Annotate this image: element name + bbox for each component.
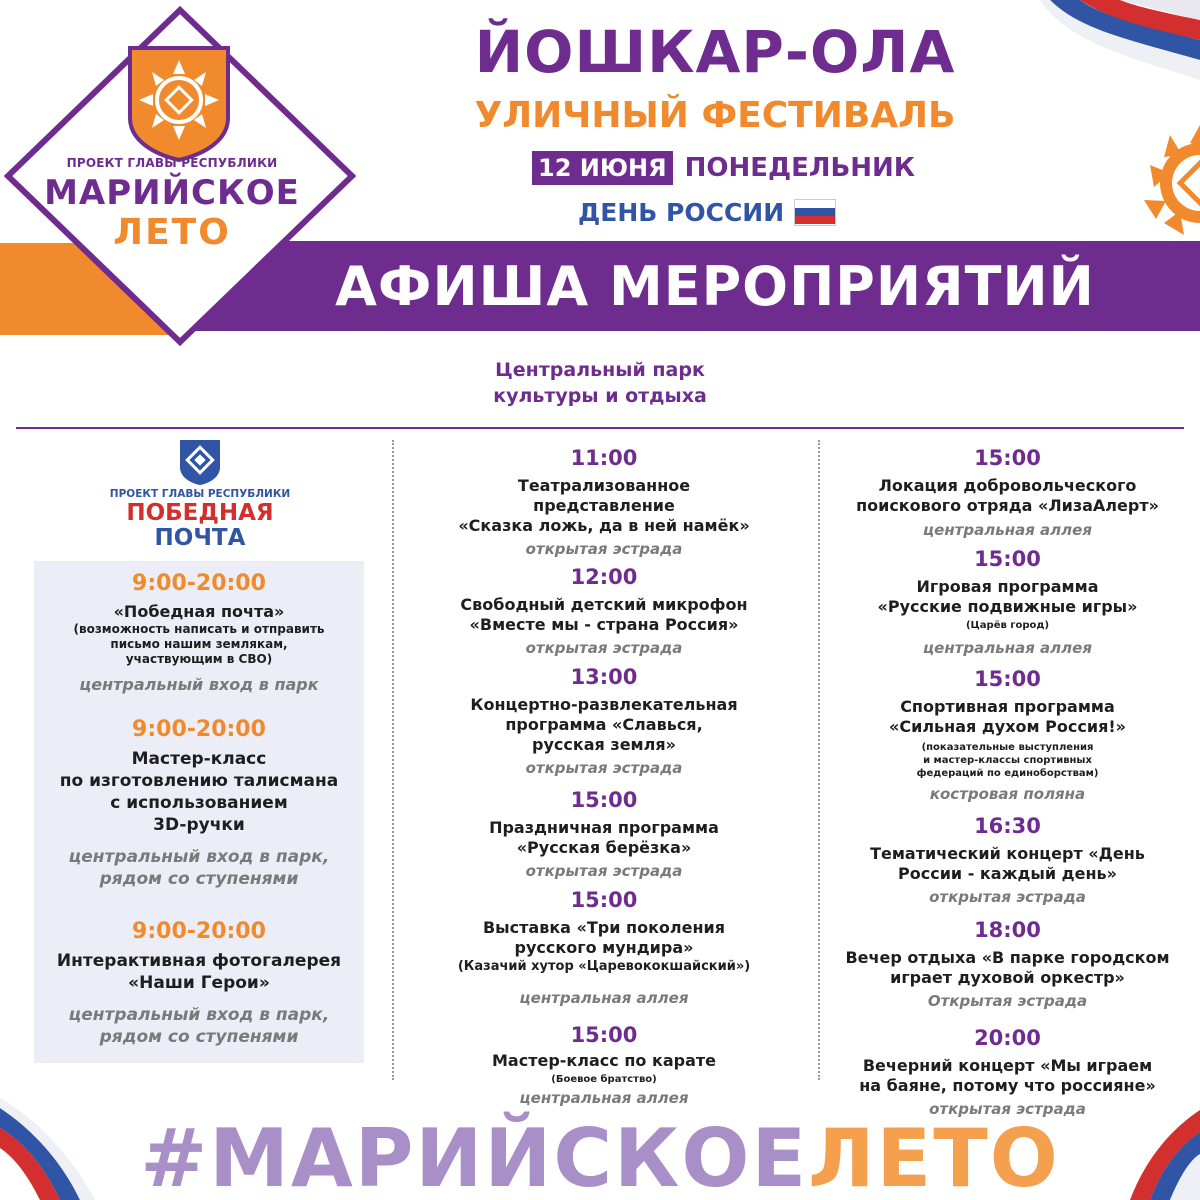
right-event-3 xyxy=(830,665,1185,804)
city-title: ЙОШКАР-ОЛА xyxy=(474,18,956,86)
holiday-row xyxy=(578,196,836,228)
event-time: 16:30 xyxy=(974,814,1041,838)
pobednaya-title-line1: ПОБЕДНАЯ xyxy=(126,500,274,526)
event-title: Вечерний концерт «Мы играем xyxy=(862,1056,1153,1075)
event-title: Локация добровольческого xyxy=(878,476,1137,495)
event-place: центральный вход в парк, xyxy=(68,847,330,867)
date-badge: 12 ИЮНЯ xyxy=(532,151,673,185)
logo-title-line2: ЛЕТО xyxy=(113,212,231,253)
venue-title xyxy=(450,357,750,409)
event-time: 12:00 xyxy=(570,565,638,589)
event-title: России - каждый день» xyxy=(898,864,1117,883)
column-divider xyxy=(818,440,820,1080)
event-title: Мастер-класс по карате xyxy=(492,1051,716,1070)
event-place: центральная аллея xyxy=(923,521,1092,539)
event-title: «Победная почта» xyxy=(113,602,285,621)
left-event-1 xyxy=(34,570,364,695)
mari-sun-icon-right xyxy=(1130,125,1200,240)
event-title: Интерактивная фотогалерея xyxy=(56,951,342,971)
divider-line xyxy=(16,427,1184,429)
event-place: открытая эстрада xyxy=(525,759,683,777)
right-event-2 xyxy=(830,545,1185,658)
event-note: (показательные выступления xyxy=(921,742,1094,753)
event-title: 3D-ручки xyxy=(153,815,245,835)
hashtag xyxy=(0,1112,1200,1200)
event-note: (Казачий хутор «Царевококшайский») xyxy=(457,959,751,974)
event-title: Тематический концерт «День xyxy=(870,844,1145,863)
middle-event-6 xyxy=(404,1021,804,1108)
logo-project-label: ПРОЕКТ ГЛАВЫ РЕСПУБЛИКИ xyxy=(66,156,278,170)
event-time: 15:00 xyxy=(570,1023,638,1047)
event-title: Театрализованное xyxy=(517,476,691,495)
mariyskoe-leto-logo xyxy=(0,0,360,350)
event-title: «Сказка ложь, да в ней намёк» xyxy=(458,516,750,535)
left-event-2 xyxy=(34,716,364,890)
event-place: рядом со ступенями xyxy=(99,1027,299,1047)
event-place: открытая эстрада xyxy=(525,862,683,880)
event-place: открытая эстрада xyxy=(525,540,683,558)
event-place: центральная аллея xyxy=(519,989,689,1007)
left-event-3 xyxy=(34,918,364,1048)
event-place: рядом со ступенями xyxy=(99,869,299,889)
festival-title: УЛИЧНЫЙ ФЕСТИВАЛЬ xyxy=(474,95,956,136)
middle-event-1 xyxy=(404,444,804,559)
right-event-1 xyxy=(830,444,1185,540)
event-time: 9:00-20:00 xyxy=(132,919,266,944)
event-note: (Царёв город) xyxy=(965,620,1050,631)
event-place: Открытая эстрада xyxy=(927,992,1088,1010)
event-time: 11:00 xyxy=(570,446,638,470)
event-place: костровая поляна xyxy=(929,785,1086,803)
middle-event-3 xyxy=(404,663,804,778)
middle-event-5 xyxy=(404,886,804,1008)
event-time: 9:00-20:00 xyxy=(132,571,266,596)
event-title: играет духовой оркестр» xyxy=(890,968,1125,987)
holiday-label: ДЕНЬ РОССИИ xyxy=(578,197,785,227)
event-title: «Сильная духом Россия!» xyxy=(889,717,1126,736)
event-title: Спортивная программа xyxy=(900,697,1115,716)
event-place: открытая эстрада xyxy=(929,888,1086,906)
event-title: русского мундира» xyxy=(514,938,694,957)
event-title: представление xyxy=(533,496,675,515)
event-note: (Боевое братство) xyxy=(551,1074,657,1085)
event-time: 15:00 xyxy=(570,788,638,812)
event-place: центральный вход в парк xyxy=(79,675,319,694)
pobednaya-project-label: ПРОЕКТ ГЛАВЫ РЕСПУБЛИКИ xyxy=(109,488,291,500)
banner-title: АФИША МЕРОПРИЯТИЙ xyxy=(335,255,1095,318)
event-title: Игровая программа xyxy=(916,577,1099,596)
venue-line1: Центральный парк xyxy=(495,359,705,381)
event-time: 15:00 xyxy=(974,547,1041,571)
event-title: «Наши Герои» xyxy=(128,973,270,993)
event-note: участвующим в СВО) xyxy=(125,652,273,666)
event-time: 13:00 xyxy=(570,665,638,689)
event-title: Вечер отдыха «В парке городском xyxy=(845,948,1170,967)
event-title: «Вместе мы - страна Россия» xyxy=(469,615,739,634)
logo-title-line1: МАРИЙСКОЕ xyxy=(44,173,300,213)
event-note: федераций по единоборствам) xyxy=(916,768,1099,779)
middle-event-2 xyxy=(404,563,804,658)
event-note: и мастер-классы спортивных xyxy=(923,755,1092,766)
column-divider xyxy=(392,440,394,1080)
event-title: по изготовлению талисмана xyxy=(59,771,339,791)
event-title: «Русские подвижные игры» xyxy=(877,597,1138,616)
weekday-label: ПОНЕДЕЛЬНИК xyxy=(684,153,916,183)
event-title: Свободный детский микрофон xyxy=(460,595,748,614)
event-place: центральная аллея xyxy=(519,1089,689,1107)
hashtag-part2: ЛЕТО xyxy=(808,1112,1060,1200)
event-title: Мастер-класс xyxy=(131,749,267,769)
middle-event-4 xyxy=(404,786,804,881)
event-title: с использованием xyxy=(110,793,288,813)
event-time: 20:00 xyxy=(974,1026,1041,1050)
right-event-6 xyxy=(830,1024,1185,1119)
event-place: открытая эстрада xyxy=(525,639,683,657)
event-time: 9:00-20:00 xyxy=(132,717,266,742)
event-time: 15:00 xyxy=(974,446,1041,470)
event-title: Концертно-развлекательная xyxy=(470,695,738,714)
venue-line2: культуры и отдыха xyxy=(493,385,707,407)
event-place: центральная аллея xyxy=(923,639,1092,657)
event-title: программа «Славься, xyxy=(505,715,703,734)
event-title: Праздничная программа xyxy=(489,818,719,837)
event-time: 15:00 xyxy=(570,888,638,912)
hashtag-part1: #МАРИЙСКОЕ xyxy=(140,1112,809,1200)
russian-flag-icon xyxy=(794,199,836,226)
event-title: Выставка «Три поколения xyxy=(482,918,726,937)
right-event-5 xyxy=(830,916,1185,1011)
event-place: открытая эстрада xyxy=(929,1100,1086,1118)
event-time: 18:00 xyxy=(974,918,1041,942)
event-note: письмо нашим землякам, xyxy=(110,637,288,651)
event-place: центральный вход в парк, xyxy=(68,1005,330,1025)
event-title: «Русская берёзка» xyxy=(516,838,692,857)
event-title: на баяне, потому что россияне» xyxy=(859,1076,1156,1095)
pobednaya-title-line2: ПОЧТА xyxy=(154,525,246,551)
date-row xyxy=(532,150,915,186)
event-note: (возможность написать и отправить xyxy=(73,622,325,636)
shield-icon xyxy=(177,437,223,487)
right-event-4 xyxy=(830,812,1185,907)
ribbon-decoration-top-right xyxy=(1040,0,1200,120)
event-title: русская земля» xyxy=(532,735,676,754)
event-time: 15:00 xyxy=(974,667,1041,691)
event-title: поискового отряда «ЛизаАлерт» xyxy=(856,496,1159,515)
